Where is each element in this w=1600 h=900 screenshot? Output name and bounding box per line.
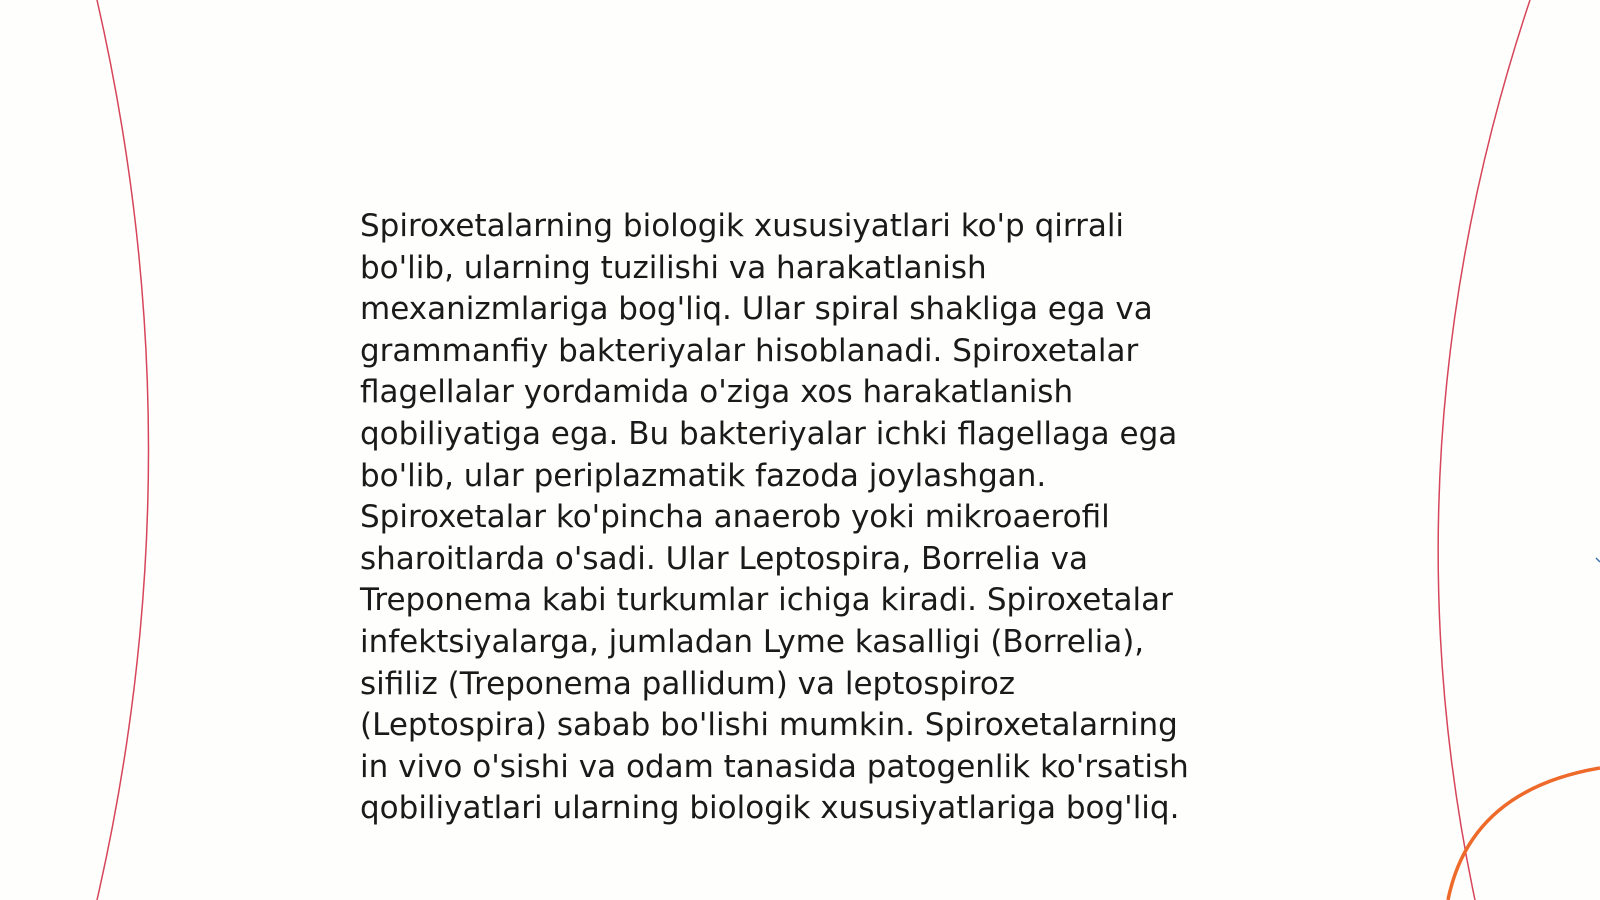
small-tick-decoration [1596, 558, 1600, 562]
slide-body-text: Spiroxetalarning biologik xususiyatlari ko'p qirrali bo'lib, ularning tuzilishi va harakatlanish mexanizmlariga bog'liq. Ular spiral shakliga ega va grammanfiy bakteriyalar hisoblanadi. Spiroxetalar flagellalar yordamida o'ziga xos harakatlanish qobiliyatiga ega. Bu bakteriyalar ichki flagellaga ega bo'lib, ular periplazmatik fazoda joylashgan. Spiroxetalar ko'pincha anaerob yoki mikroaerofil sharoitlarda o'sadi. Ular Leptospira, Borrelia va Treponema kabi turkumlar ichiga kiradi. Spiroxetalar infektsiyalarga, jumladan Lyme kasalligi (Borrelia), sifiliz (Treponema pallidum) va leptospiroz (Leptospira) sabab bo'lishi mumkin. Spiroxetalarning in vivo o'sishi va odam tanasida patogenlik ko'rsatish qobiliyatlari ularning biologik xususiyatlariga bog'liq. [360, 208, 1189, 827]
left-curve-decoration [97, 0, 149, 900]
right-curve-decoration [1438, 0, 1530, 900]
